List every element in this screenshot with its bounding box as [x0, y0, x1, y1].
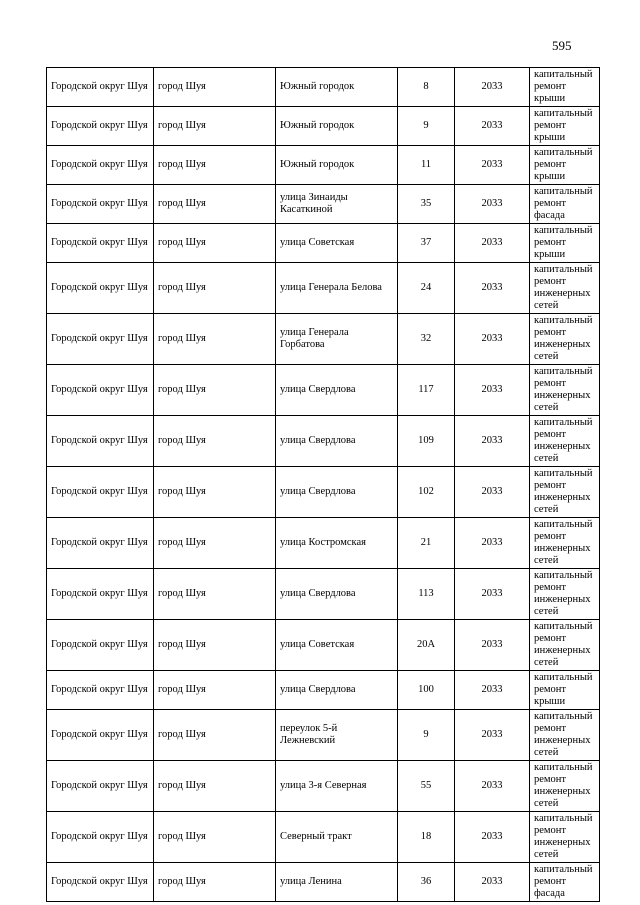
city-cell: город Шуя — [154, 620, 276, 671]
year-cell: 2033 — [455, 569, 530, 620]
year-cell: 2033 — [455, 365, 530, 416]
house-number-cell: 9 — [398, 710, 455, 761]
table-body — [47, 68, 600, 902]
year-cell: 2033 — [455, 314, 530, 365]
work-type-cell: капитальный ремонт фасада — [530, 185, 600, 224]
street-cell: улица Ленина — [276, 863, 398, 902]
street-cell: улица Костромская — [276, 518, 398, 569]
okrug-cell: Городской округ Шуя — [47, 671, 154, 710]
house-number-cell: 35 — [398, 185, 455, 224]
okrug-cell: Городской округ Шуя — [47, 569, 154, 620]
year-cell: 2033 — [455, 263, 530, 314]
city-cell: город Шуя — [154, 365, 276, 416]
street-cell: улица Советская — [276, 224, 398, 263]
page-number: 595 — [552, 38, 572, 53]
city-cell: город Шуя — [154, 224, 276, 263]
okrug-cell: Городской округ Шуя — [47, 263, 154, 314]
city-cell: город Шуя — [154, 710, 276, 761]
work-type-cell: капитальный ремонт фасада — [530, 863, 600, 902]
okrug-cell: Городской округ Шуя — [47, 185, 154, 224]
work-type-cell: капитальный ремонт крыши — [530, 107, 600, 146]
work-type-cell: капитальный ремонт инженерных сетей — [530, 569, 600, 620]
house-number-cell: 8 — [398, 68, 455, 107]
okrug-cell: Городской округ Шуя — [47, 224, 154, 263]
work-type-cell: капитальный ремонт инженерных сетей — [530, 761, 600, 812]
okrug-cell: Городской округ Шуя — [47, 68, 154, 107]
okrug-cell: Городской округ Шуя — [47, 314, 154, 365]
house-number-cell: 20А — [398, 620, 455, 671]
street-cell: улица Свердлова — [276, 365, 398, 416]
okrug-cell: Городской округ Шуя — [47, 146, 154, 185]
street-cell: улица Свердлова — [276, 671, 398, 710]
year-cell: 2033 — [455, 146, 530, 185]
street-cell: улица Свердлова — [276, 569, 398, 620]
street-cell: Южный городок — [276, 68, 398, 107]
okrug-cell: Городской округ Шуя — [47, 467, 154, 518]
house-number-cell: 24 — [398, 263, 455, 314]
year-cell: 2033 — [455, 761, 530, 812]
table-row — [47, 68, 600, 107]
okrug-cell: Городской округ Шуя — [47, 710, 154, 761]
okrug-cell: Городской округ Шуя — [47, 761, 154, 812]
work-type-cell: капитальный ремонт инженерных сетей — [530, 263, 600, 314]
street-cell: улица Свердлова — [276, 467, 398, 518]
year-cell: 2033 — [455, 467, 530, 518]
year-cell: 2033 — [455, 671, 530, 710]
street-cell: Северный тракт — [276, 812, 398, 863]
house-number-cell: 109 — [398, 416, 455, 467]
table-row — [47, 710, 600, 761]
city-cell: город Шуя — [154, 263, 276, 314]
table-row — [47, 761, 600, 812]
street-cell: улица 3-я Северная — [276, 761, 398, 812]
house-number-cell: 55 — [398, 761, 455, 812]
table-row — [47, 146, 600, 185]
year-cell: 2033 — [455, 416, 530, 467]
street-cell: улица Советская — [276, 620, 398, 671]
house-number-cell: 11 — [398, 146, 455, 185]
work-type-cell: капитальный ремонт инженерных сетей — [530, 710, 600, 761]
work-type-cell: капитальный ремонт крыши — [530, 671, 600, 710]
house-number-cell: 113 — [398, 569, 455, 620]
street-cell: переулок 5-й Лежневский — [276, 710, 398, 761]
house-number-cell: 32 — [398, 314, 455, 365]
okrug-cell: Городской округ Шуя — [47, 416, 154, 467]
table-row — [47, 185, 600, 224]
city-cell: город Шуя — [154, 812, 276, 863]
year-cell: 2033 — [455, 863, 530, 902]
city-cell: город Шуя — [154, 68, 276, 107]
table-row — [47, 314, 600, 365]
house-number-cell: 37 — [398, 224, 455, 263]
street-cell: улица Свердлова — [276, 416, 398, 467]
year-cell: 2033 — [455, 68, 530, 107]
house-number-cell: 21 — [398, 518, 455, 569]
work-type-cell: капитальный ремонт инженерных сетей — [530, 518, 600, 569]
city-cell: город Шуя — [154, 467, 276, 518]
city-cell: город Шуя — [154, 671, 276, 710]
table-row — [47, 863, 600, 902]
city-cell: город Шуя — [154, 416, 276, 467]
work-type-cell: капитальный ремонт крыши — [530, 224, 600, 263]
table-row — [47, 518, 600, 569]
okrug-cell: Городской округ Шуя — [47, 107, 154, 146]
table-row — [47, 812, 600, 863]
street-cell: улица Генерала Белова — [276, 263, 398, 314]
work-type-cell: капитальный ремонт инженерных сетей — [530, 467, 600, 518]
street-cell: Южный городок — [276, 146, 398, 185]
table-row — [47, 671, 600, 710]
okrug-cell: Городской округ Шуя — [47, 365, 154, 416]
okrug-cell: Городской округ Шуя — [47, 863, 154, 902]
street-cell: улица Генерала Горбатова — [276, 314, 398, 365]
work-type-cell: капитальный ремонт крыши — [530, 146, 600, 185]
city-cell: город Шуя — [154, 314, 276, 365]
table-row — [47, 107, 600, 146]
okrug-cell: Городской округ Шуя — [47, 518, 154, 569]
house-number-cell: 9 — [398, 107, 455, 146]
okrug-cell: Городской округ Шуя — [47, 812, 154, 863]
year-cell: 2033 — [455, 107, 530, 146]
year-cell: 2033 — [455, 518, 530, 569]
year-cell: 2033 — [455, 224, 530, 263]
table-row — [47, 416, 600, 467]
work-type-cell: капитальный ремонт инженерных сетей — [530, 812, 600, 863]
table-row — [47, 224, 600, 263]
city-cell: город Шуя — [154, 146, 276, 185]
house-number-cell: 100 — [398, 671, 455, 710]
year-cell: 2033 — [455, 185, 530, 224]
work-type-cell: капитальный ремонт инженерных сетей — [530, 620, 600, 671]
city-cell: город Шуя — [154, 518, 276, 569]
table-row — [47, 263, 600, 314]
okrug-cell: Городской округ Шуя — [47, 620, 154, 671]
street-cell: Южный городок — [276, 107, 398, 146]
house-number-cell: 36 — [398, 863, 455, 902]
city-cell: город Шуя — [154, 107, 276, 146]
table-row — [47, 620, 600, 671]
house-number-cell: 117 — [398, 365, 455, 416]
table-row — [47, 365, 600, 416]
work-type-cell: капитальный ремонт инженерных сетей — [530, 416, 600, 467]
work-type-cell: капитальный ремонт крыши — [530, 68, 600, 107]
work-type-cell: капитальный ремонт инженерных сетей — [530, 365, 600, 416]
table-row — [47, 569, 600, 620]
year-cell: 2033 — [455, 710, 530, 761]
city-cell: город Шуя — [154, 185, 276, 224]
table-row — [47, 467, 600, 518]
year-cell: 2033 — [455, 620, 530, 671]
city-cell: город Шуя — [154, 863, 276, 902]
city-cell: город Шуя — [154, 569, 276, 620]
work-type-cell: капитальный ремонт инженерных сетей — [530, 314, 600, 365]
year-cell: 2033 — [455, 812, 530, 863]
repair-schedule-table — [46, 67, 600, 902]
street-cell: улица Зинаиды Касаткиной — [276, 185, 398, 224]
city-cell: город Шуя — [154, 761, 276, 812]
house-number-cell: 18 — [398, 812, 455, 863]
house-number-cell: 102 — [398, 467, 455, 518]
